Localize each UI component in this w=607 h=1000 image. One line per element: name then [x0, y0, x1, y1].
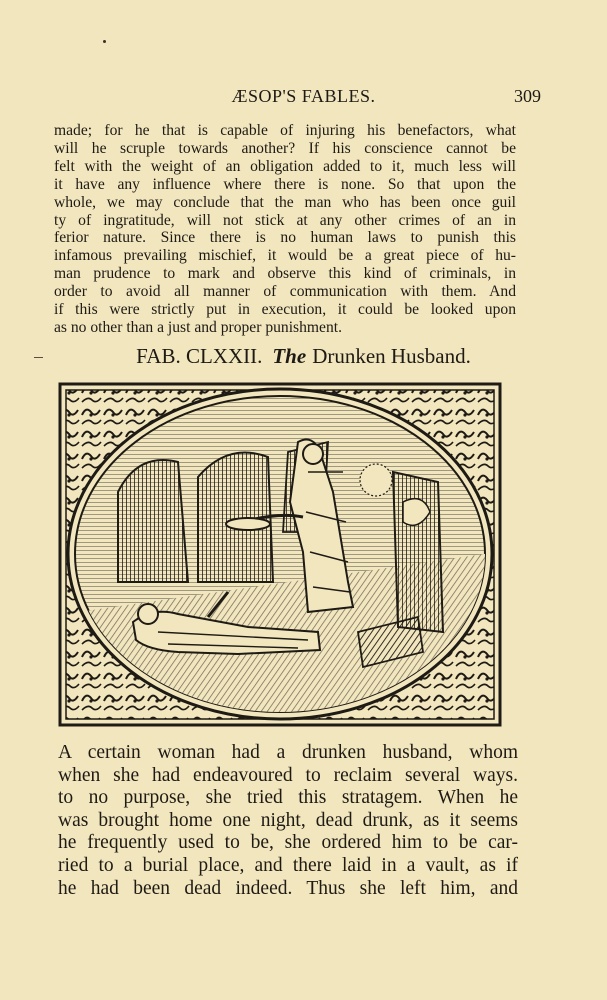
text-line: if this were strictly put in execution, it could be looked upon	[54, 301, 516, 319]
fable-heading	[0, 344, 607, 369]
running-head	[0, 86, 607, 108]
woodcut-illustration	[58, 382, 502, 727]
paragraph-moral	[54, 122, 516, 337]
text-line: will he scruple towards another? If his conscience cannot be	[54, 139, 516, 157]
text-line: was brought home one night, dead drunk, as it seems	[58, 809, 518, 831]
text-line: to no purpose, she tried this stratagem. When he	[58, 787, 518, 809]
fable-title: Drunken Husband.	[312, 344, 471, 368]
text-line: order to avoid all manner of communication with them. And	[54, 283, 516, 301]
text-line: ried to a burial place, and there laid in a vault, as if	[58, 854, 518, 876]
text-line: felt with the weight of an obligation added to it, much less will	[54, 157, 516, 175]
text-line: man prudence to mark and observe this kind of criminals, in	[54, 265, 516, 283]
text-line: as no other than a just and proper punishment.	[54, 318, 342, 336]
text-line: A certain woman had a drunken husband, whom	[58, 742, 518, 763]
text-line: whole, we may conclude that the man who has been once guil	[54, 193, 516, 211]
fable-title-article: The	[272, 344, 307, 368]
running-title: ÆSOP'S FABLES.	[231, 86, 376, 106]
text-line: ty of ingratitude, will not stick at any other crimes of an in	[54, 211, 516, 229]
text-line: ferior nature. Since there is no human laws to punish this	[54, 229, 516, 247]
paragraph-fable	[58, 742, 518, 900]
text-line: it have any influence where there is none. So that upon the	[54, 175, 516, 193]
fable-number: FAB. CLXXII.	[136, 344, 263, 368]
text-line: when she had endeavoured to reclaim several ways.	[58, 764, 518, 786]
page-number: 309	[514, 86, 541, 106]
ink-speck	[103, 40, 106, 43]
text-line: he frequently used to be, she ordered him to be car-	[58, 832, 518, 854]
text-line: made; for he that is capable of injuring his benefactors, what	[54, 122, 516, 139]
text-line: he had been dead indeed. Thus she left him, and	[58, 877, 518, 899]
text-line: infamous prevailing mischief, it would be a great piece of hu-	[54, 247, 516, 265]
